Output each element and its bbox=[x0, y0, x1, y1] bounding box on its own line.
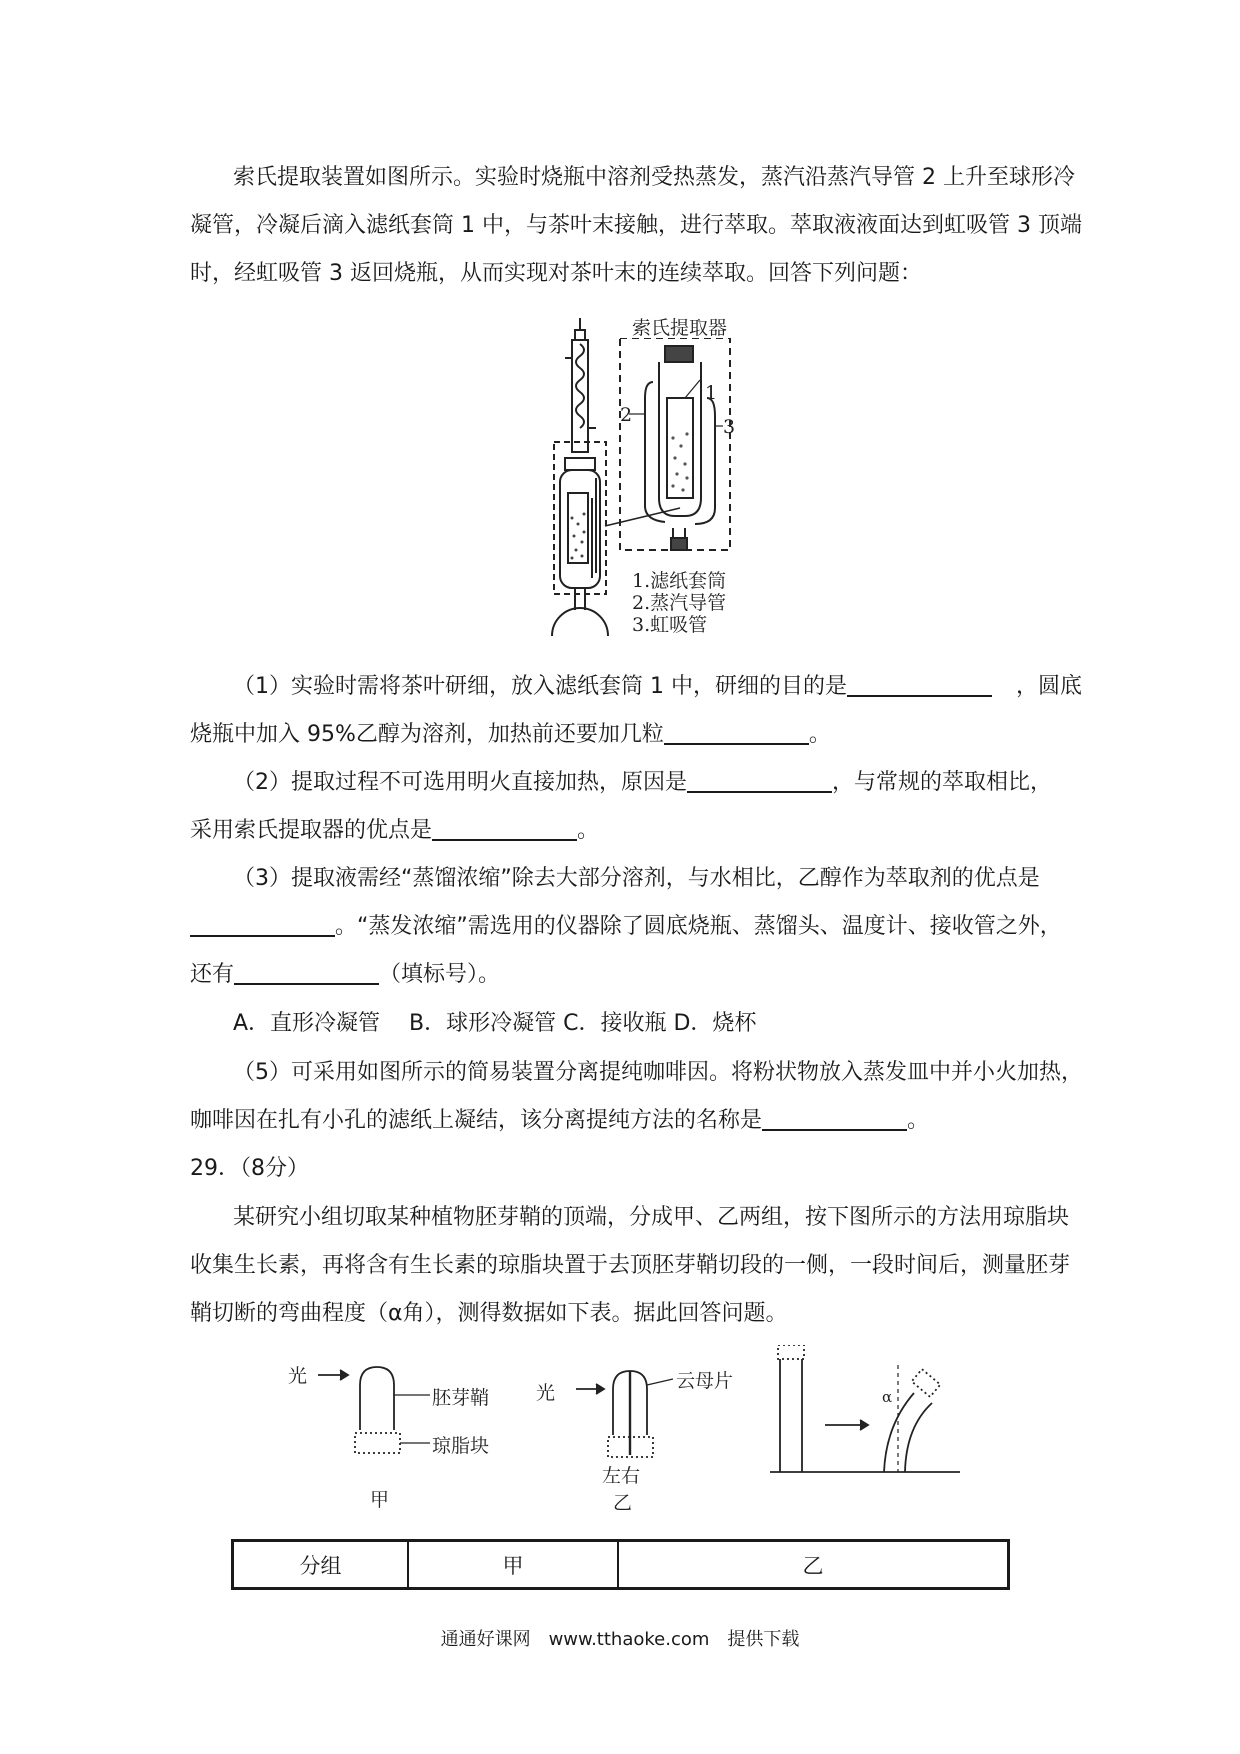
question-3-text-d: （填标号）。 bbox=[379, 962, 501, 987]
figure1-legend-2: 2.蒸汽导管 bbox=[632, 592, 727, 614]
figure1-label-2: 2 bbox=[620, 404, 633, 426]
left-right-label: 左右 bbox=[602, 1465, 641, 1487]
figure1-legend-3: 3.虹吸管 bbox=[632, 614, 708, 636]
coleoptile-label: 胚芽鞘 bbox=[432, 1387, 490, 1409]
question-2-text-c: 采用索氏提取器的优点是 bbox=[190, 818, 433, 843]
question-3-options: A．直形冷凝管 B．球形冷凝管 C．接收瓶 D．烧杯 bbox=[233, 1011, 757, 1036]
table-header-group: 分组 bbox=[233, 1541, 409, 1589]
question-3-text-b: 。“蒸发浓缩”需选用的仪器除了圆底烧瓶、蒸馏头、温度计、接收管之外， bbox=[335, 914, 1062, 939]
light-label-b: 光 bbox=[536, 1382, 556, 1404]
figure-caption-yi: 乙 bbox=[613, 1492, 633, 1514]
question-2-text-a: （2）提取过程不可选用明火直接加热，原因是 bbox=[233, 770, 687, 795]
intro-line-1: 索氏提取装置如图所示。实验时烧瓶中溶剂受热蒸发，蒸汽沿蒸汽导管 2 上升至球形冷 bbox=[233, 165, 1075, 190]
question-1-text-d: 。 bbox=[808, 722, 831, 747]
question-2-text-b: ，与常规的萃取相比， bbox=[832, 770, 1053, 795]
figure-caption-jia: 甲 bbox=[370, 1489, 390, 1511]
table-header-jia: 甲 bbox=[408, 1541, 618, 1589]
question-5-line-1: （5）可采用如图所示的简易装置分离提纯咖啡因。将粉状物放入蒸发皿中并小火加热， bbox=[233, 1060, 1083, 1085]
question-29-line-3: 鞘切断的弯曲程度（α角），测得数据如下表。据此回答问题。 bbox=[190, 1301, 788, 1326]
question-5-text-b: 。 bbox=[907, 1108, 930, 1133]
question-29-header: 29．（8分） bbox=[190, 1156, 309, 1181]
intro-line-2: 凝管，冷凝后滴入滤纸套筒 1 中，与茶叶末接触，进行萃取。萃取液液面达到虹吸管 3 顶端 bbox=[190, 213, 1082, 238]
question-1-text-a: （1）实验时需将茶叶研细，放入滤纸套筒 1 中，研细的目的是 bbox=[233, 674, 847, 699]
alpha-angle-label: α bbox=[882, 1388, 893, 1406]
soxhlet-extractor-closeup bbox=[615, 338, 735, 558]
question-3-line-1: （3）提取液需经“蒸馏浓缩”除去大部分溶剂，与水相比，乙醇作为萃取剂的优点是 bbox=[233, 866, 1040, 891]
answer-blank-1a[interactable] bbox=[847, 671, 992, 697]
page-footer[interactable]: 通通好课网 www.tthaoke.com 提供下载 bbox=[440, 1629, 800, 1650]
question-3-text-c: 还有 bbox=[190, 962, 235, 987]
figure1-label-3: 3 bbox=[723, 416, 736, 438]
question-1-text-c: 烧瓶中加入 95%乙醇为溶剂，加热前还要加几粒 bbox=[190, 722, 664, 747]
table-header-yi: 乙 bbox=[618, 1541, 1009, 1589]
figure1-title: 索氏提取器 bbox=[632, 317, 728, 339]
figure1-label-1: 1 bbox=[705, 382, 718, 404]
question-1-text-b: ，圆底 bbox=[1015, 674, 1082, 699]
answer-blank-2a[interactable] bbox=[687, 767, 832, 793]
light-label-a: 光 bbox=[288, 1365, 308, 1387]
question-29-line-2: 收集生长素，再将含有生长素的琼脂块置于去顶胚芽鞘切段的一侧，一段时间后，测量胚芽 bbox=[190, 1253, 1071, 1278]
table-header-row bbox=[233, 1541, 1009, 1589]
question-3-line-3 bbox=[190, 951, 1060, 999]
question-3-line-2 bbox=[190, 903, 1060, 951]
mica-label: 云母片 bbox=[676, 1370, 734, 1392]
question-2-line-2 bbox=[190, 807, 1060, 855]
question-1-line-2 bbox=[190, 711, 1060, 759]
answer-blank-3a[interactable] bbox=[190, 911, 335, 937]
agar-block-label: 琼脂块 bbox=[432, 1435, 490, 1457]
intro-line-3: 时，经虹吸管 3 返回烧瓶，从而实现对茶叶末的连续萃取。回答下列问题： bbox=[190, 261, 922, 286]
question-1-line-1 bbox=[190, 663, 1082, 711]
question-5-text-a: 咖啡因在扎有小孔的滤纸上凝结，该分离提纯方法的名称是 bbox=[190, 1108, 763, 1133]
question-2-line-1 bbox=[190, 759, 1060, 807]
question-29-line-1: 某研究小组切取某种植物胚芽鞘的顶端，分成甲、乙两组，按下图所示的方法用琼脂块 bbox=[233, 1205, 1070, 1230]
question-2-text-d: 。 bbox=[577, 818, 600, 843]
answer-blank-1b[interactable] bbox=[664, 719, 809, 745]
answer-blank-2b[interactable] bbox=[432, 815, 577, 841]
question-5-line-2 bbox=[190, 1097, 1060, 1145]
figure1-legend-1: 1.滤纸套筒 bbox=[632, 570, 727, 592]
answer-blank-3b[interactable] bbox=[234, 959, 379, 985]
data-table bbox=[231, 1539, 1010, 1590]
answer-blank-5[interactable] bbox=[762, 1105, 907, 1131]
